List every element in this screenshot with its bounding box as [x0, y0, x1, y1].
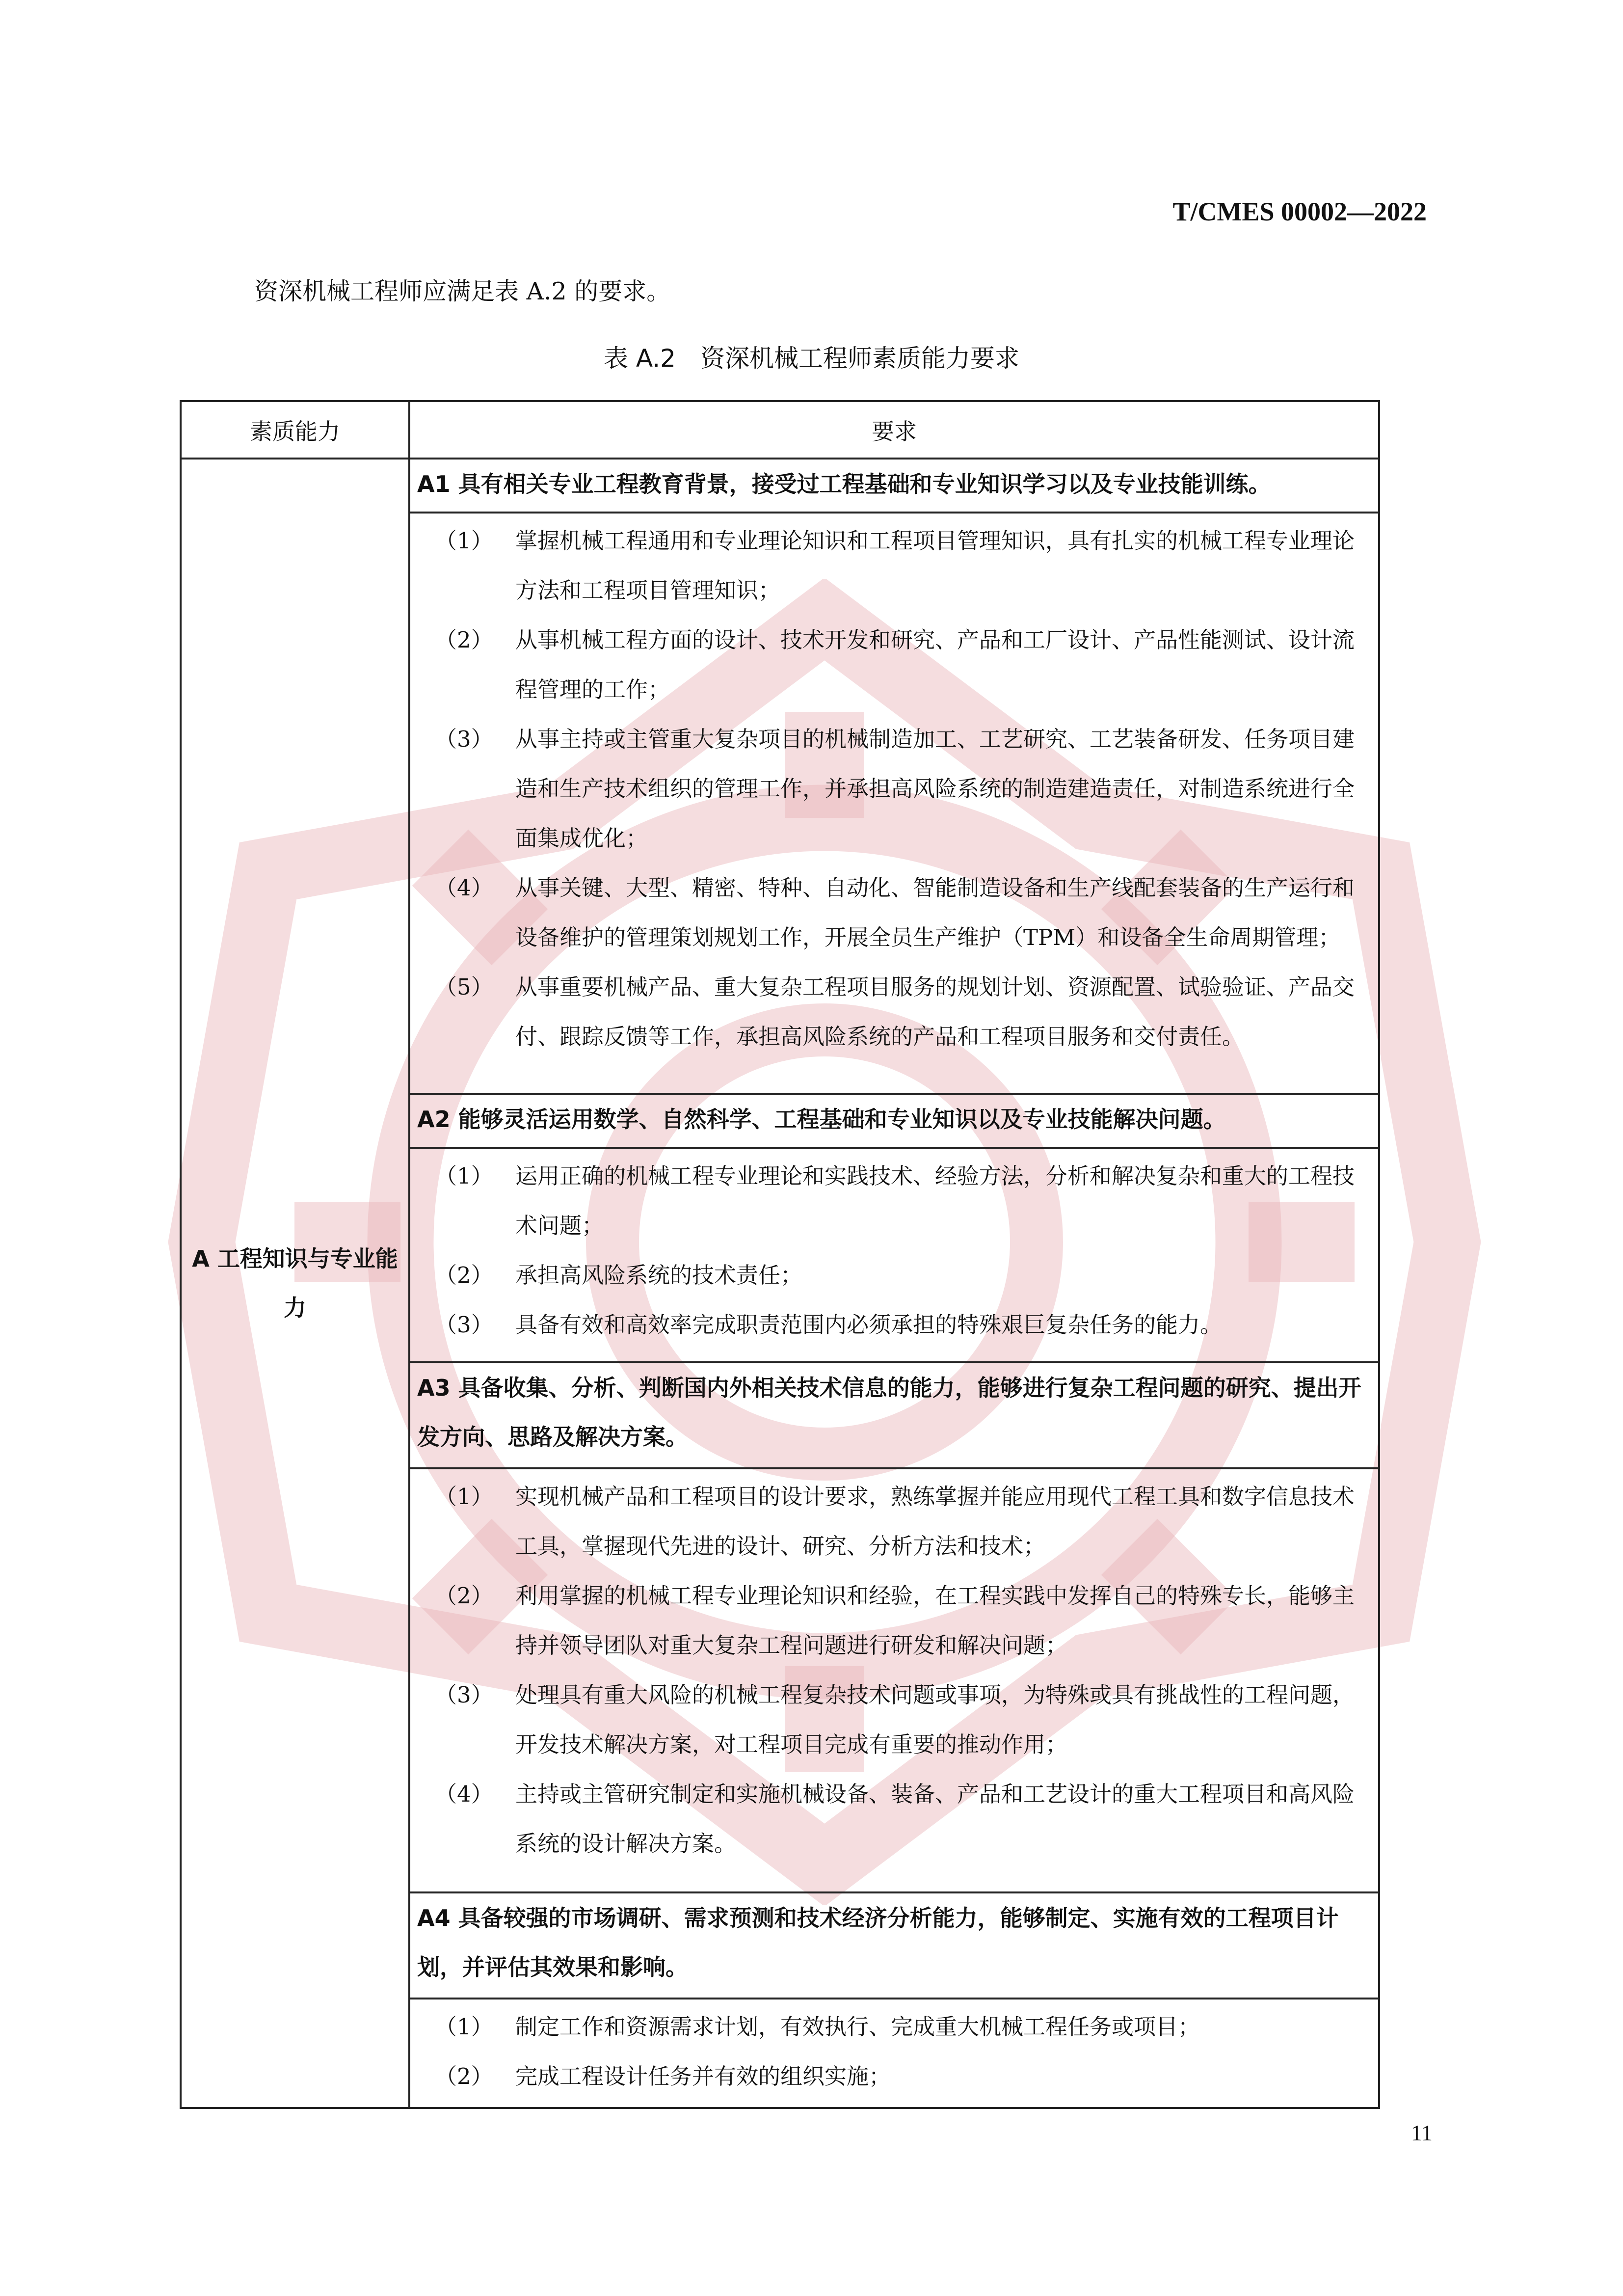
- document-code: T/CMES 00002—2022: [1172, 197, 1427, 226]
- quality-cell: A 工程知识与专业能力: [181, 459, 409, 2108]
- requirement-item: [417, 1151, 1373, 1250]
- item-text: 制定工作和资源需求计划，有效执行、完成重大机械工程任务或项目；: [515, 2013, 1200, 2040]
- column-header-requirement: 要求: [409, 401, 1379, 459]
- item-text: 利用掌握的机械工程专业理论知识和经验，在工程实践中发挥自己的特殊专长，能够主持并领导团队对重大复杂工程问题进行研发和解决问题；: [515, 1583, 1355, 1658]
- requirement-item: [417, 1769, 1373, 1868]
- requirement-item: [417, 1300, 1373, 1350]
- item-number: （2）: [435, 2063, 493, 2089]
- requirement-item: [417, 962, 1373, 1061]
- item-number: （2）: [435, 1583, 493, 1609]
- item-text: 处理具有重大风险的机械工程复杂技术问题或事项，为特殊或具有挑战性的工程问题，开发技术解决方案，对工程项目完成有重要的推动作用；: [515, 1682, 1355, 1757]
- requirement-item: [417, 2052, 1373, 2101]
- column-header-quality: 素质能力: [181, 401, 409, 459]
- section-heading: A1 具有相关专业工程教育背景，接受过工程基础和专业知识学习以及专业技能训练。: [409, 459, 1379, 513]
- item-number: （1）: [435, 527, 493, 554]
- requirement-item: [417, 2002, 1373, 2052]
- item-text: 掌握机械工程通用和专业理论知识和工程项目管理知识，具有扎实的机械工程专业理论方法和工程项目管理知识；: [515, 527, 1355, 603]
- section-heading-row: [181, 459, 1379, 513]
- item-number: （2）: [435, 626, 493, 653]
- requirement-item: [417, 516, 1373, 615]
- item-number: （5）: [435, 973, 493, 1000]
- item-text: 实现机械产品和工程项目的设计要求，熟练掌握并能应用现代工程工具和数字信息技术工具，掌握现代先进的设计、研究、分析方法和技术；: [515, 1484, 1355, 1559]
- section-heading: A4 具备较强的市场调研、需求预测和技术经济分析能力，能够制定、实施有效的工程项目计划，并评估其效果和影响。: [409, 1892, 1379, 1999]
- requirement-item: [417, 1571, 1373, 1670]
- section-heading: A2 能够灵活运用数学、自然科学、工程基础和专业知识以及专业技能解决问题。: [409, 1094, 1379, 1148]
- item-text: 运用正确的机械工程专业理论和实践技术、经验方法，分析和解决复杂和重大的工程技术问题；: [515, 1163, 1355, 1239]
- item-number: （4）: [435, 874, 493, 901]
- item-text: 从事主持或主管重大复杂项目的机械制造加工、工艺研究、工艺装备研发、任务项目建造和生产技术组织的管理工作，并承担高风险系统的制造建造责任，对制造系统进行全面集成优化；: [515, 726, 1355, 851]
- page-number: 11: [1410, 2120, 1433, 2145]
- requirement-item: [417, 1250, 1373, 1300]
- item-number: （3）: [435, 726, 493, 752]
- item-text: 从事关键、大型、精密、特种、自动化、智能制造设备和生产线配套装备的生产运行和设备维护的管理策划规划工作，开展全员生产维护（TPM）和设备全生命周期管理；: [515, 874, 1355, 950]
- requirement-item: [417, 714, 1373, 863]
- item-number: （3）: [435, 1312, 493, 1338]
- intro-text: 资深机械工程师应满足表 A.2 的要求。: [254, 277, 671, 305]
- requirement-item: [417, 1472, 1373, 1571]
- item-text: 主持或主管研究制定和实施机械设备、装备、产品和工艺设计的重大工程项目和高风险系统的设计解决方案。: [515, 1781, 1355, 1857]
- section-heading: A3 具备收集、分析、判断国内外相关技术信息的能力，能够进行复杂工程问题的研究、提出开发方向、思路及解决方案。: [409, 1362, 1379, 1468]
- item-number: （1）: [435, 2013, 493, 2040]
- item-number: （2）: [435, 1262, 493, 1289]
- item-number: （1）: [435, 1163, 493, 1189]
- requirements-table: [180, 400, 1380, 2109]
- table-header-row: [181, 401, 1379, 459]
- requirement-item: [417, 615, 1373, 714]
- requirement-item: [417, 1670, 1373, 1769]
- item-number: （1）: [435, 1484, 493, 1510]
- item-text: 完成工程设计任务并有效的组织实施；: [515, 2063, 891, 2089]
- item-text: 从事重要机械产品、重大复杂工程项目服务的规划计划、资源配置、试验验证、产品交付、跟踪反馈等工作，承担高风险系统的产品和工程项目服务和交付责任。: [515, 973, 1355, 1050]
- requirement-item: [417, 863, 1373, 962]
- item-number: （3）: [435, 1682, 493, 1708]
- item-text: 具备有效和高效率完成职责范围内必须承担的特殊艰巨复杂任务的能力。: [515, 1312, 1223, 1338]
- item-text: 从事机械工程方面的设计、技术开发和研究、产品和工厂设计、产品性能测试、设计流程管理的工作；: [515, 626, 1355, 702]
- item-text: 承担高风险系统的技术责任；: [515, 1262, 803, 1289]
- table-title: 表 A.2 资深机械工程师素质能力要求: [604, 344, 1019, 373]
- item-number: （4）: [435, 1781, 493, 1807]
